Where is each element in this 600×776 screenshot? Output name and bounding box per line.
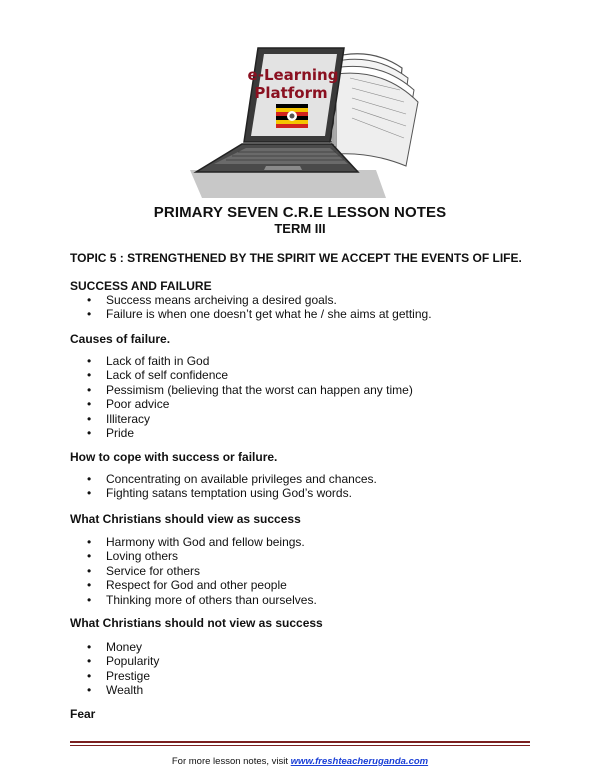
- list-item: • Fighting satans temptation using God’s words.: [70, 486, 377, 500]
- list-item: • Service for others: [70, 564, 317, 578]
- list-item: • Success means archeiving a desired goals.: [70, 293, 432, 307]
- section-heading-success-failure: SUCCESS AND FAILURE: [70, 279, 212, 293]
- elearning-platform-logo: [180, 38, 430, 203]
- list-item: • Lack of self confidence: [70, 368, 413, 382]
- section-heading-how-to-cope: How to cope with success or failure.: [70, 450, 278, 464]
- section-heading-view-as-success: What Christians should view as success: [70, 512, 301, 526]
- uganda-flag-icon: [276, 104, 308, 128]
- logo-line2: Platform: [254, 84, 328, 102]
- footer-text: For more lesson notes, visit: [171, 756, 291, 767]
- logo-line1: e-Learning: [247, 66, 339, 84]
- list-item: • Wealth: [70, 683, 159, 697]
- list-item: • Failure is when one doesn’t get what he / she aims at getting.: [70, 307, 432, 321]
- laptop-book-logo-icon: [180, 38, 430, 203]
- list-item: • Popularity: [70, 654, 159, 668]
- list-item: • Respect for God and other people: [70, 578, 317, 592]
- topic-heading: TOPIC 5 : STRENGTHENED BY THE SPIRIT WE ACCEPT THE EVENTS OF LIFE.: [70, 251, 522, 265]
- footer: [0, 756, 600, 767]
- view-as-success-list: [70, 535, 317, 607]
- causes-of-failure-list: [70, 354, 413, 440]
- success-failure-list: [70, 293, 432, 322]
- list-item: • Illiteracy: [70, 412, 413, 426]
- footer-divider: [70, 741, 530, 743]
- page-title: PRIMARY SEVEN C.R.E LESSON NOTES: [153, 204, 447, 221]
- section-heading-causes-of-failure: Causes of failure.: [70, 332, 171, 346]
- footer-website-link[interactable]: www.freshteacheruganda.com: [290, 756, 429, 767]
- list-item: • Lack of faith in God: [70, 354, 413, 368]
- list-item: • Harmony with God and fellow beings.: [70, 535, 317, 549]
- footer-divider-thin: [70, 745, 530, 746]
- not-view-as-success-list: [70, 640, 159, 698]
- how-to-cope-list: [70, 472, 377, 501]
- list-item: • Thinking more of others than ourselves.: [70, 593, 317, 607]
- section-heading-fear: Fear: [70, 707, 96, 721]
- section-heading-not-view-as-success: What Christians should not view as success: [70, 616, 323, 630]
- list-item: • Money: [70, 640, 159, 654]
- list-item: • Pride: [70, 426, 413, 440]
- list-item: • Poor advice: [70, 397, 413, 411]
- list-item: • Pessimism (believing that the worst can happen any time): [70, 383, 413, 397]
- list-item: • Concentrating on available privileges and chances.: [70, 472, 377, 486]
- list-item: • Loving others: [70, 549, 317, 563]
- term-label: TERM III: [274, 221, 326, 236]
- list-item: • Prestige: [70, 669, 159, 683]
